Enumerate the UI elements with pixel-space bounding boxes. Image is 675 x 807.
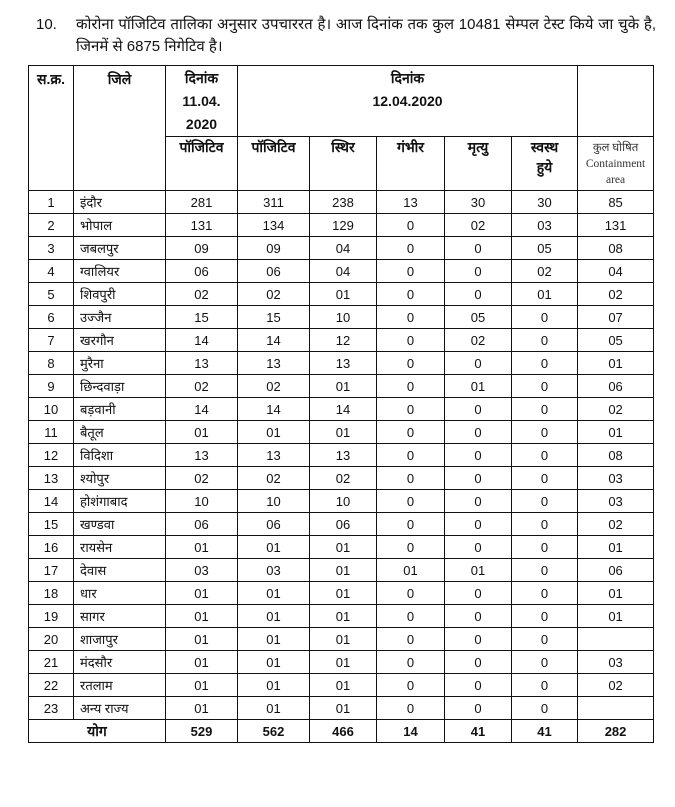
cell-containment: 05 bbox=[578, 329, 654, 352]
cell-sno: 8 bbox=[29, 352, 74, 375]
table-row bbox=[29, 191, 654, 214]
cell-death: 02 bbox=[445, 214, 512, 237]
cell-district: रायसेन bbox=[74, 536, 166, 559]
cell-positive: 311 bbox=[238, 191, 310, 214]
cell-positive-prev: 03 bbox=[166, 559, 238, 582]
cell-positive: 13 bbox=[238, 444, 310, 467]
cell-district: जबलपुर bbox=[74, 237, 166, 260]
cell-serious: 0 bbox=[377, 651, 445, 674]
cell-positive-prev: 14 bbox=[166, 329, 238, 352]
cell-district: श्योपुर bbox=[74, 467, 166, 490]
cell-serious: 0 bbox=[377, 306, 445, 329]
table-row bbox=[29, 398, 654, 421]
header-blank bbox=[578, 66, 654, 137]
cell-district: अन्य राज्य bbox=[74, 697, 166, 720]
cell-district: विदिशा bbox=[74, 444, 166, 467]
cell-death: 0 bbox=[445, 536, 512, 559]
cell-positive: 06 bbox=[238, 513, 310, 536]
header-recovered bbox=[512, 137, 578, 191]
cell-death: 05 bbox=[445, 306, 512, 329]
table-row bbox=[29, 260, 654, 283]
date1-label: दिनांक bbox=[184, 70, 219, 86]
cell-recovered: 0 bbox=[512, 467, 578, 490]
cell-positive-prev: 13 bbox=[166, 352, 238, 375]
cell-sno: 19 bbox=[29, 605, 74, 628]
cell-containment: 08 bbox=[578, 237, 654, 260]
cell-recovered: 03 bbox=[512, 214, 578, 237]
cell-containment: 04 bbox=[578, 260, 654, 283]
cell-recovered: 0 bbox=[512, 513, 578, 536]
table-row bbox=[29, 490, 654, 513]
cell-death: 0 bbox=[445, 697, 512, 720]
table-row bbox=[29, 536, 654, 559]
header-district: जिले bbox=[74, 66, 166, 191]
cell-serious: 0 bbox=[377, 329, 445, 352]
table-row bbox=[29, 697, 654, 720]
cell-serious: 0 bbox=[377, 674, 445, 697]
cell-district: शाजापुर bbox=[74, 628, 166, 651]
cell-district: रतलाम bbox=[74, 674, 166, 697]
cell-death: 0 bbox=[445, 352, 512, 375]
table-row bbox=[29, 214, 654, 237]
cell-sno: 16 bbox=[29, 536, 74, 559]
cell-positive: 02 bbox=[238, 375, 310, 398]
cell-positive: 01 bbox=[238, 582, 310, 605]
total-pos: 562 bbox=[238, 720, 310, 743]
cell-sno: 21 bbox=[29, 651, 74, 674]
cell-positive: 01 bbox=[238, 674, 310, 697]
total-recovered: 41 bbox=[512, 720, 578, 743]
cell-stable: 01 bbox=[310, 582, 377, 605]
cell-positive: 14 bbox=[238, 329, 310, 352]
header-positive: पॉजिटिव bbox=[238, 137, 310, 191]
table-row bbox=[29, 582, 654, 605]
cell-positive-prev: 01 bbox=[166, 651, 238, 674]
cell-stable: 12 bbox=[310, 329, 377, 352]
cell-death: 0 bbox=[445, 605, 512, 628]
cell-stable: 10 bbox=[310, 490, 377, 513]
table-row bbox=[29, 237, 654, 260]
cell-death: 0 bbox=[445, 513, 512, 536]
cell-serious: 01 bbox=[377, 559, 445, 582]
cell-stable: 01 bbox=[310, 674, 377, 697]
cell-serious: 0 bbox=[377, 260, 445, 283]
total-serious: 14 bbox=[377, 720, 445, 743]
cell-serious: 13 bbox=[377, 191, 445, 214]
containment-c: area bbox=[605, 174, 626, 186]
table-row bbox=[29, 444, 654, 467]
date2-label: दिनांक bbox=[390, 70, 425, 86]
total-death: 41 bbox=[445, 720, 512, 743]
cell-positive: 10 bbox=[238, 490, 310, 513]
cell-stable: 13 bbox=[310, 352, 377, 375]
cell-death: 01 bbox=[445, 559, 512, 582]
table-row bbox=[29, 605, 654, 628]
cell-sno: 20 bbox=[29, 628, 74, 651]
cell-sno: 2 bbox=[29, 214, 74, 237]
cell-serious: 0 bbox=[377, 467, 445, 490]
cell-positive: 06 bbox=[238, 260, 310, 283]
cell-serious: 0 bbox=[377, 214, 445, 237]
table-row bbox=[29, 329, 654, 352]
cell-positive-prev: 14 bbox=[166, 398, 238, 421]
table-row bbox=[29, 559, 654, 582]
cell-death: 0 bbox=[445, 260, 512, 283]
cell-containment: 01 bbox=[578, 605, 654, 628]
cell-positive-prev: 13 bbox=[166, 444, 238, 467]
cell-positive: 13 bbox=[238, 352, 310, 375]
recovered-b: हुये bbox=[536, 159, 553, 175]
cell-sno: 4 bbox=[29, 260, 74, 283]
cell-death: 0 bbox=[445, 467, 512, 490]
cell-containment: 06 bbox=[578, 375, 654, 398]
table-row bbox=[29, 467, 654, 490]
cell-stable: 01 bbox=[310, 375, 377, 398]
table-row bbox=[29, 283, 654, 306]
header-positive-prev: पॉजिटिव bbox=[166, 137, 238, 191]
cell-positive: 01 bbox=[238, 421, 310, 444]
header-date-12-04-2020 bbox=[238, 66, 578, 137]
cell-sno: 7 bbox=[29, 329, 74, 352]
intro-paragraph bbox=[36, 14, 656, 58]
cell-containment: 01 bbox=[578, 582, 654, 605]
cell-positive: 15 bbox=[238, 306, 310, 329]
cell-containment: 03 bbox=[578, 467, 654, 490]
cell-sno: 11 bbox=[29, 421, 74, 444]
cell-district: शिवपुरी bbox=[74, 283, 166, 306]
cell-serious: 0 bbox=[377, 628, 445, 651]
cell-recovered: 0 bbox=[512, 582, 578, 605]
cell-district: खण्डवा bbox=[74, 513, 166, 536]
cell-positive-prev: 01 bbox=[166, 674, 238, 697]
cell-recovered: 0 bbox=[512, 490, 578, 513]
cell-positive: 03 bbox=[238, 559, 310, 582]
cell-containment: 07 bbox=[578, 306, 654, 329]
cell-serious: 0 bbox=[377, 237, 445, 260]
cell-sno: 10 bbox=[29, 398, 74, 421]
cell-sno: 1 bbox=[29, 191, 74, 214]
cell-death: 0 bbox=[445, 444, 512, 467]
cell-containment: 131 bbox=[578, 214, 654, 237]
cell-recovered: 05 bbox=[512, 237, 578, 260]
cell-stable: 129 bbox=[310, 214, 377, 237]
cell-sno: 13 bbox=[29, 467, 74, 490]
table-row bbox=[29, 421, 654, 444]
cell-district: सागर bbox=[74, 605, 166, 628]
cell-death: 30 bbox=[445, 191, 512, 214]
table-row bbox=[29, 352, 654, 375]
intro-text: कोरोना पॉजिटिव तालिका अनुसार उपचाररत है। आज दिनांक तक कुल 10481 सेम्पल टेस्ट किये जा चुके है, जिनमें से 6875 निगेटिव है। bbox=[76, 16, 656, 55]
cell-death: 02 bbox=[445, 329, 512, 352]
cell-serious: 0 bbox=[377, 582, 445, 605]
header-containment bbox=[578, 137, 654, 191]
cell-serious: 0 bbox=[377, 605, 445, 628]
cell-recovered: 0 bbox=[512, 306, 578, 329]
cell-containment: 01 bbox=[578, 421, 654, 444]
cell-positive-prev: 01 bbox=[166, 628, 238, 651]
cell-sno: 23 bbox=[29, 697, 74, 720]
cell-stable: 01 bbox=[310, 697, 377, 720]
cell-containment: 08 bbox=[578, 444, 654, 467]
cell-serious: 0 bbox=[377, 352, 445, 375]
cell-sno: 17 bbox=[29, 559, 74, 582]
cell-stable: 14 bbox=[310, 398, 377, 421]
cell-death: 0 bbox=[445, 398, 512, 421]
cell-stable: 01 bbox=[310, 536, 377, 559]
cell-serious: 0 bbox=[377, 536, 445, 559]
cell-positive: 01 bbox=[238, 536, 310, 559]
table-row bbox=[29, 674, 654, 697]
cell-death: 01 bbox=[445, 375, 512, 398]
cell-stable: 01 bbox=[310, 283, 377, 306]
header-death: मृत्यु bbox=[445, 137, 512, 191]
cell-serious: 0 bbox=[377, 375, 445, 398]
cell-containment: 01 bbox=[578, 352, 654, 375]
cell-containment: 01 bbox=[578, 536, 654, 559]
table-row bbox=[29, 375, 654, 398]
cell-recovered: 0 bbox=[512, 375, 578, 398]
date2-value: 12.04.2020 bbox=[372, 93, 443, 109]
cell-district: देवास bbox=[74, 559, 166, 582]
table-row bbox=[29, 306, 654, 329]
cell-positive: 09 bbox=[238, 237, 310, 260]
cell-stable: 02 bbox=[310, 467, 377, 490]
cell-district: ग्वालियर bbox=[74, 260, 166, 283]
cell-positive-prev: 01 bbox=[166, 582, 238, 605]
header-stable: स्थिर bbox=[310, 137, 377, 191]
recovered-a: स्वस्थ bbox=[530, 139, 559, 155]
cell-containment: 02 bbox=[578, 674, 654, 697]
cell-positive-prev: 15 bbox=[166, 306, 238, 329]
cell-district: मंदसौर bbox=[74, 651, 166, 674]
cell-positive-prev: 01 bbox=[166, 421, 238, 444]
cell-stable: 01 bbox=[310, 421, 377, 444]
cell-district: इंदौर bbox=[74, 191, 166, 214]
cell-containment: 06 bbox=[578, 559, 654, 582]
cell-stable: 238 bbox=[310, 191, 377, 214]
table-row bbox=[29, 513, 654, 536]
cell-stable: 01 bbox=[310, 559, 377, 582]
cell-positive-prev: 01 bbox=[166, 697, 238, 720]
cell-death: 0 bbox=[445, 283, 512, 306]
cell-containment: 02 bbox=[578, 398, 654, 421]
cell-serious: 0 bbox=[377, 697, 445, 720]
cell-positive-prev: 01 bbox=[166, 605, 238, 628]
cell-district: बैतूल bbox=[74, 421, 166, 444]
cell-positive: 02 bbox=[238, 283, 310, 306]
header-serious: गंभीर bbox=[377, 137, 445, 191]
cell-positive-prev: 09 bbox=[166, 237, 238, 260]
cell-stable: 10 bbox=[310, 306, 377, 329]
cell-district: खरगौन bbox=[74, 329, 166, 352]
cell-district: भोपाल bbox=[74, 214, 166, 237]
cell-sno: 15 bbox=[29, 513, 74, 536]
cell-death: 0 bbox=[445, 674, 512, 697]
cell-recovered: 0 bbox=[512, 697, 578, 720]
cell-containment bbox=[578, 697, 654, 720]
cell-containment: 03 bbox=[578, 651, 654, 674]
header-sno: स.क्र. bbox=[29, 66, 74, 191]
cell-stable: 13 bbox=[310, 444, 377, 467]
item-number: 10. bbox=[36, 16, 57, 33]
cell-positive: 02 bbox=[238, 467, 310, 490]
cell-recovered: 0 bbox=[512, 444, 578, 467]
cell-stable: 06 bbox=[310, 513, 377, 536]
cell-recovered: 0 bbox=[512, 674, 578, 697]
cell-serious: 0 bbox=[377, 513, 445, 536]
cell-positive-prev: 131 bbox=[166, 214, 238, 237]
cell-recovered: 0 bbox=[512, 398, 578, 421]
cell-stable: 04 bbox=[310, 260, 377, 283]
cell-death: 0 bbox=[445, 237, 512, 260]
table-row bbox=[29, 628, 654, 651]
cell-death: 0 bbox=[445, 490, 512, 513]
containment-b: Containment bbox=[585, 158, 646, 170]
cell-death: 0 bbox=[445, 421, 512, 444]
cell-sno: 9 bbox=[29, 375, 74, 398]
total-row bbox=[29, 720, 654, 743]
cell-containment: 03 bbox=[578, 490, 654, 513]
cell-serious: 0 bbox=[377, 444, 445, 467]
cell-serious: 0 bbox=[377, 490, 445, 513]
cell-containment bbox=[578, 628, 654, 651]
cell-positive-prev: 06 bbox=[166, 260, 238, 283]
cell-district: छिन्दवाड़ा bbox=[74, 375, 166, 398]
cell-positive: 01 bbox=[238, 605, 310, 628]
cell-recovered: 30 bbox=[512, 191, 578, 214]
cell-recovered: 02 bbox=[512, 260, 578, 283]
cell-positive: 01 bbox=[238, 697, 310, 720]
table-row bbox=[29, 651, 654, 674]
cell-positive-prev: 01 bbox=[166, 536, 238, 559]
cell-recovered: 0 bbox=[512, 628, 578, 651]
cell-district: धार bbox=[74, 582, 166, 605]
cell-positive-prev: 02 bbox=[166, 283, 238, 306]
cell-recovered: 0 bbox=[512, 605, 578, 628]
header-date-11-04-2020 bbox=[166, 66, 238, 137]
cell-stable: 01 bbox=[310, 605, 377, 628]
cell-serious: 0 bbox=[377, 398, 445, 421]
cell-sno: 22 bbox=[29, 674, 74, 697]
cell-sno: 18 bbox=[29, 582, 74, 605]
cell-positive-prev: 281 bbox=[166, 191, 238, 214]
cell-district: होशंगाबाद bbox=[74, 490, 166, 513]
cell-recovered: 0 bbox=[512, 651, 578, 674]
cell-containment: 85 bbox=[578, 191, 654, 214]
cell-recovered: 0 bbox=[512, 536, 578, 559]
cell-positive-prev: 06 bbox=[166, 513, 238, 536]
cell-containment: 02 bbox=[578, 513, 654, 536]
cell-positive-prev: 10 bbox=[166, 490, 238, 513]
total-stable: 466 bbox=[310, 720, 377, 743]
containment-a: कुल घोषित bbox=[592, 142, 639, 154]
cell-recovered: 0 bbox=[512, 559, 578, 582]
cell-recovered: 01 bbox=[512, 283, 578, 306]
cell-death: 0 bbox=[445, 582, 512, 605]
cell-sno: 3 bbox=[29, 237, 74, 260]
cell-sno: 5 bbox=[29, 283, 74, 306]
cell-sno: 14 bbox=[29, 490, 74, 513]
cell-positive: 01 bbox=[238, 628, 310, 651]
cell-positive: 14 bbox=[238, 398, 310, 421]
date1-value-b: 2020 bbox=[185, 116, 218, 132]
cell-serious: 0 bbox=[377, 421, 445, 444]
cell-death: 0 bbox=[445, 628, 512, 651]
cell-recovered: 0 bbox=[512, 329, 578, 352]
cell-positive: 134 bbox=[238, 214, 310, 237]
cell-recovered: 0 bbox=[512, 421, 578, 444]
cell-containment: 02 bbox=[578, 283, 654, 306]
cell-positive-prev: 02 bbox=[166, 375, 238, 398]
cell-district: बड़वानी bbox=[74, 398, 166, 421]
cell-district: मुरैना bbox=[74, 352, 166, 375]
cell-stable: 01 bbox=[310, 651, 377, 674]
cell-stable: 04 bbox=[310, 237, 377, 260]
cell-positive: 01 bbox=[238, 651, 310, 674]
covid-district-table bbox=[28, 65, 654, 743]
cell-death: 0 bbox=[445, 651, 512, 674]
cell-district: उज्जैन bbox=[74, 306, 166, 329]
total-containment: 282 bbox=[578, 720, 654, 743]
cell-serious: 0 bbox=[377, 283, 445, 306]
total-label: योग bbox=[29, 720, 166, 743]
cell-recovered: 0 bbox=[512, 352, 578, 375]
cell-stable: 01 bbox=[310, 628, 377, 651]
cell-positive-prev: 02 bbox=[166, 467, 238, 490]
cell-sno: 12 bbox=[29, 444, 74, 467]
total-pos-prev: 529 bbox=[166, 720, 238, 743]
date1-value-a: 11.04. bbox=[182, 93, 221, 109]
cell-sno: 6 bbox=[29, 306, 74, 329]
